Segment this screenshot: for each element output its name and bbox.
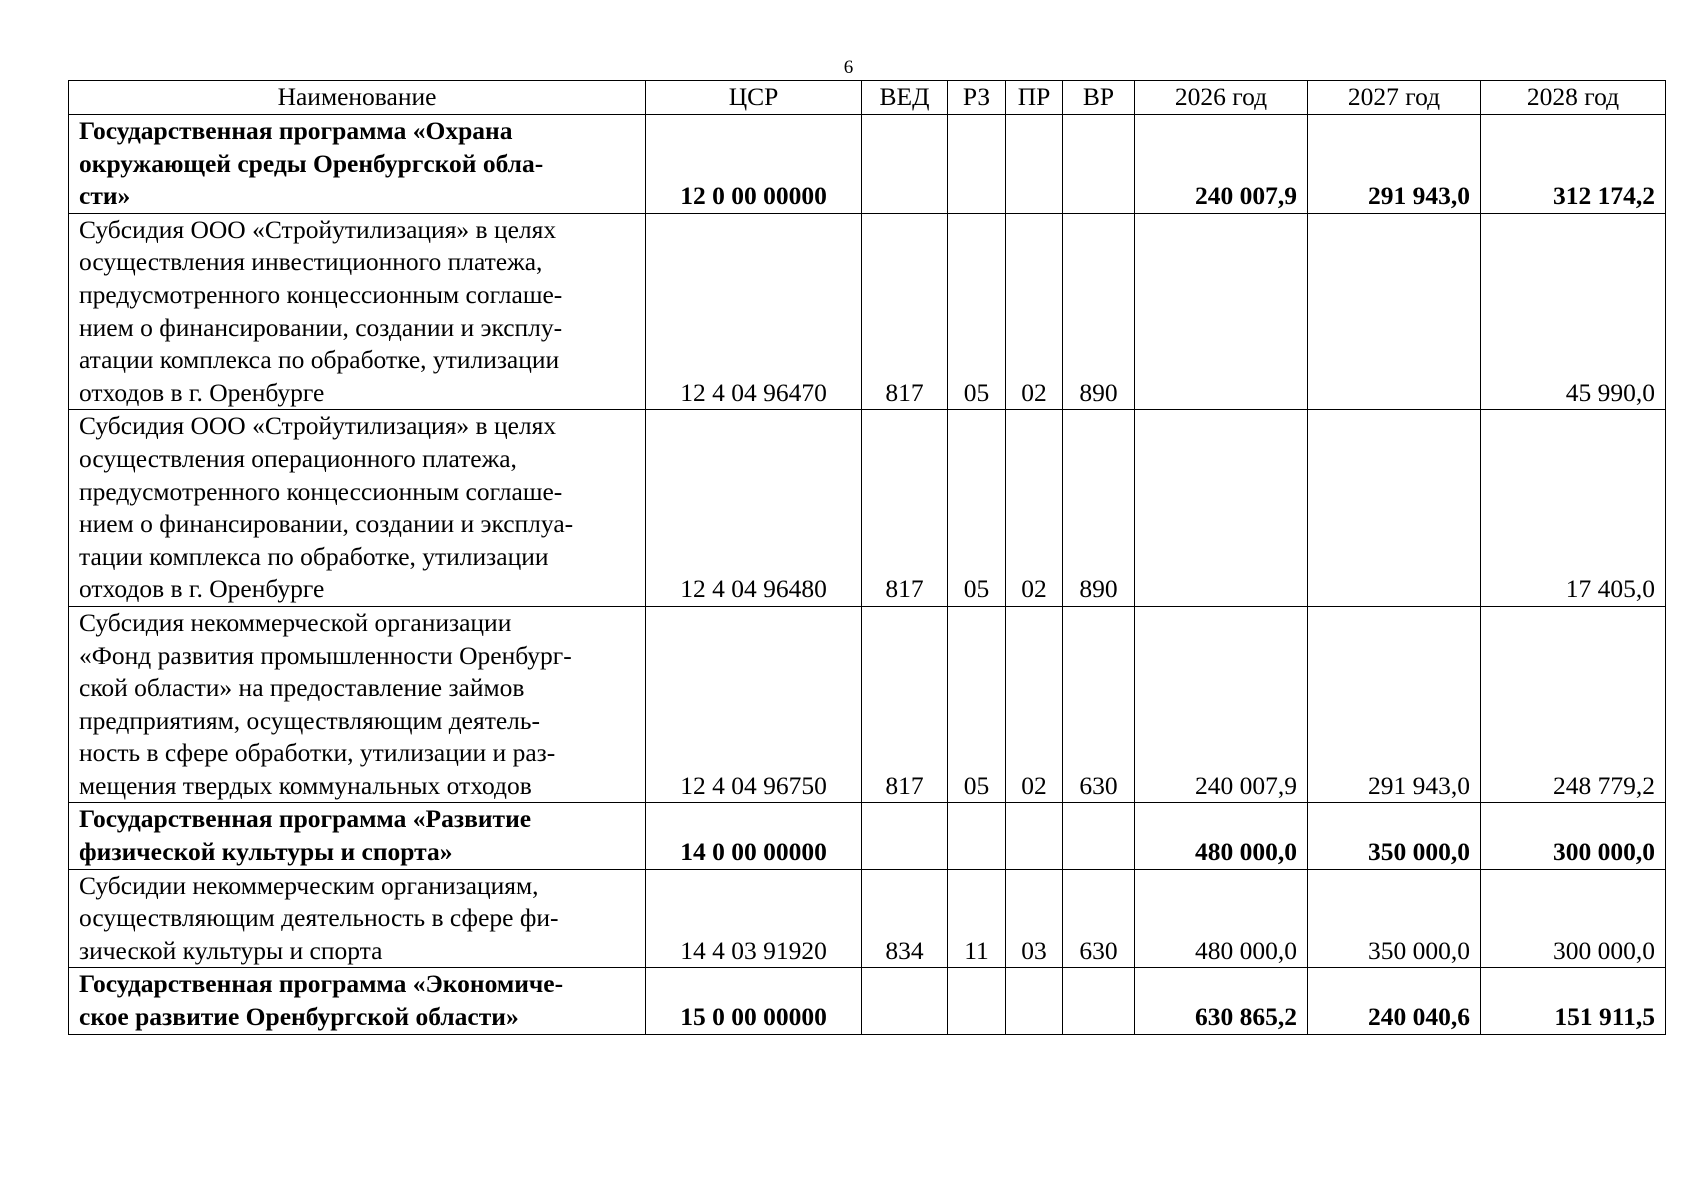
name-line: осуществляющим деятельность в сфере фи-	[79, 903, 559, 933]
cell-rz: 11	[948, 869, 1006, 968]
cell-name	[69, 803, 646, 869]
cell-ved: 817	[862, 213, 948, 410]
cell-csr: 12 0 00 00000	[646, 115, 862, 214]
cell-2027	[1308, 213, 1481, 410]
table-body	[69, 115, 1666, 1035]
cell-name	[69, 213, 646, 410]
name-line: зической культуры и спорта	[79, 935, 383, 965]
name-line: Субсидия некоммерческой организации	[79, 607, 512, 637]
cell-2026	[1135, 213, 1308, 410]
budget-table	[68, 80, 1666, 1035]
name-line: Субсидия ООО «Стройутилизация» в целях	[79, 411, 557, 441]
program-row	[69, 968, 1666, 1034]
name-line: Субсидия ООО «Стройутилизация» в целях	[79, 214, 557, 244]
header-pr: ПР	[1006, 81, 1063, 115]
name-line: нием о финансировании, создании и эксплу-	[79, 312, 563, 342]
cell-vr: 630	[1063, 606, 1135, 803]
header-vr: ВР	[1063, 81, 1135, 115]
cell-csr: 12 4 04 96480	[646, 410, 862, 607]
cell-ved	[862, 115, 948, 214]
subsidy-row	[69, 213, 1666, 410]
cell-ved	[862, 803, 948, 869]
cell-vr	[1063, 115, 1135, 214]
cell-name	[69, 115, 646, 214]
cell-pr	[1006, 115, 1063, 214]
subsidy-row	[69, 606, 1666, 803]
cell-vr: 890	[1063, 410, 1135, 607]
cell-2026: 240 007,9	[1135, 606, 1308, 803]
cell-name	[69, 410, 646, 607]
cell-ved: 817	[862, 606, 948, 803]
cell-pr: 02	[1006, 410, 1063, 607]
header-csr: ЦСР	[646, 81, 862, 115]
name-line: Государственная программа «Развитие	[79, 804, 532, 834]
name-line: Государственная программа «Экономиче-	[79, 969, 564, 999]
cell-csr: 14 4 03 91920	[646, 869, 862, 968]
cell-2026: 240 007,9	[1135, 115, 1308, 214]
name-line: тации комплекса по обработке, утилизации	[79, 541, 549, 571]
cell-2028: 312 174,2	[1481, 115, 1666, 214]
header-name: Наименование	[69, 81, 646, 115]
cell-name	[69, 606, 646, 803]
cell-vr	[1063, 803, 1135, 869]
cell-2027: 291 943,0	[1308, 115, 1481, 214]
header-2026: 2026 год	[1135, 81, 1308, 115]
name-line: физической культуры и спорта»	[79, 837, 453, 867]
cell-vr: 630	[1063, 869, 1135, 968]
name-line: сти»	[79, 181, 131, 211]
cell-rz	[948, 115, 1006, 214]
cell-rz	[948, 803, 1006, 869]
cell-2026: 630 865,2	[1135, 968, 1308, 1034]
cell-2027: 291 943,0	[1308, 606, 1481, 803]
name-line: предприятиям, осуществляющим деятель-	[79, 705, 541, 735]
name-line: мещения твердых коммунальных отходов	[79, 770, 532, 800]
header-2027: 2027 год	[1308, 81, 1481, 115]
cell-2026	[1135, 410, 1308, 607]
cell-2026: 480 000,0	[1135, 803, 1308, 869]
cell-rz: 05	[948, 606, 1006, 803]
name-line: «Фонд развития промышленности Оренбург-	[79, 640, 572, 670]
cell-rz: 05	[948, 410, 1006, 607]
cell-vr	[1063, 968, 1135, 1034]
cell-ved: 817	[862, 410, 948, 607]
cell-ved: 834	[862, 869, 948, 968]
name-line: нием о финансировании, создании и эксплуа-	[79, 509, 574, 539]
table-header-row	[69, 81, 1666, 115]
cell-csr: 14 0 00 00000	[646, 803, 862, 869]
name-line: Государственная программа «Охрана	[79, 116, 513, 145]
cell-ved	[862, 968, 948, 1034]
cell-rz	[948, 968, 1006, 1034]
name-line: осуществления инвестиционного платежа,	[79, 247, 543, 277]
cell-csr: 12 4 04 96750	[646, 606, 862, 803]
name-line: ской области» на предоставление займов	[79, 673, 525, 703]
cell-2028: 248 779,2	[1481, 606, 1666, 803]
cell-2026: 480 000,0	[1135, 869, 1308, 968]
cell-pr: 02	[1006, 213, 1063, 410]
cell-2028: 17 405,0	[1481, 410, 1666, 607]
cell-pr	[1006, 803, 1063, 869]
name-line: осуществления операционного платежа,	[79, 443, 517, 473]
header-rz: РЗ	[948, 81, 1006, 115]
header-ved: ВЕД	[862, 81, 948, 115]
cell-2027: 350 000,0	[1308, 803, 1481, 869]
cell-csr: 15 0 00 00000	[646, 968, 862, 1034]
cell-rz: 05	[948, 213, 1006, 410]
cell-csr: 12 4 04 96470	[646, 213, 862, 410]
cell-2028: 300 000,0	[1481, 803, 1666, 869]
header-2028: 2028 год	[1481, 81, 1666, 115]
name-line: Субсидии некоммерческим организациям,	[79, 870, 539, 900]
subsidy-row	[69, 869, 1666, 968]
cell-2027: 240 040,6	[1308, 968, 1481, 1034]
cell-vr: 890	[1063, 213, 1135, 410]
name-line: окружающей среды Оренбургской обла-	[79, 148, 544, 178]
program-row	[69, 803, 1666, 869]
cell-pr: 03	[1006, 869, 1063, 968]
cell-name	[69, 968, 646, 1034]
name-line: атации комплекса по обработке, утилизации	[79, 345, 560, 375]
cell-2028: 151 911,5	[1481, 968, 1666, 1034]
name-line: отходов в г. Оренбурге	[79, 377, 325, 407]
cell-pr	[1006, 968, 1063, 1034]
cell-2027: 350 000,0	[1308, 869, 1481, 968]
program-row	[69, 115, 1666, 214]
page-number: 6	[843, 57, 854, 78]
subsidy-row	[69, 410, 1666, 607]
cell-pr: 02	[1006, 606, 1063, 803]
cell-name	[69, 869, 646, 968]
name-line: отходов в г. Оренбурге	[79, 574, 325, 604]
name-line: предусмотренного концессионным соглаше-	[79, 279, 563, 309]
name-line: ское развитие Оренбургской области»	[79, 1002, 519, 1032]
cell-2027	[1308, 410, 1481, 607]
name-line: предусмотренного концессионным соглаше-	[79, 476, 563, 506]
cell-2028: 300 000,0	[1481, 869, 1666, 968]
cell-2028: 45 990,0	[1481, 213, 1666, 410]
name-line: ность в сфере обработки, утилизации и раз-	[79, 738, 556, 768]
